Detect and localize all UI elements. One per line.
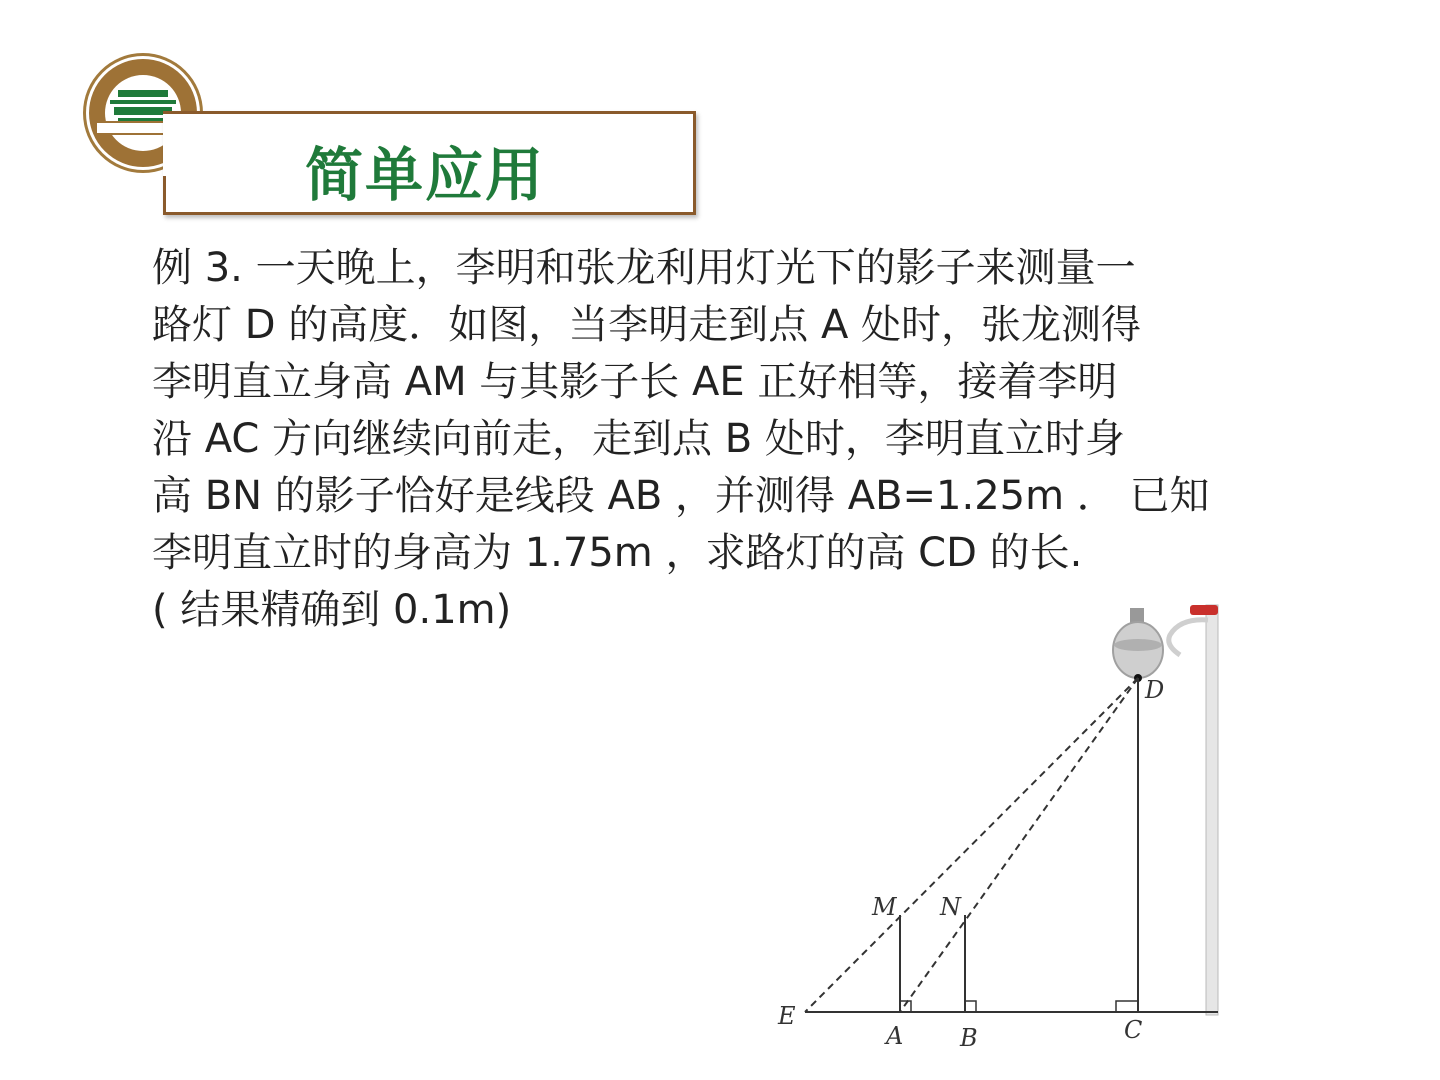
- label-c: C: [1124, 1016, 1143, 1044]
- problem-line: ( 结果精确到 0.1m): [152, 587, 512, 633]
- right-angle-c: [1116, 1001, 1138, 1012]
- title-banner-edge: [163, 176, 166, 212]
- label-n: N: [940, 893, 961, 921]
- title-banner: [163, 111, 696, 215]
- streetlight-figure: [760, 590, 1240, 1060]
- problem-line: 沿 AC 方向继续向前走，走到点 B 处时，李明直立时身: [152, 416, 1125, 462]
- problem-line: 李明直立身高 AM 与其影子长 AE 正好相等，接着李明: [152, 359, 1118, 405]
- slide-title: 简单应用: [305, 141, 546, 209]
- label-b: B: [960, 1024, 978, 1052]
- label-d: D: [1145, 676, 1165, 704]
- label-m: M: [872, 893, 897, 921]
- problem-line: 李明直立时的身高为 1.75m ，求路灯的高 CD 的长.: [152, 530, 1083, 576]
- ray-da: [900, 678, 1138, 1012]
- lamp-sign: [1190, 605, 1218, 615]
- label-e: E: [778, 1002, 796, 1030]
- problem-line: 路灯 D 的高度．如图，当李明走到点 A 处时，张龙测得: [152, 302, 1142, 348]
- label-a: A: [886, 1022, 904, 1050]
- lamp-pole: [1206, 605, 1218, 1015]
- problem-statement: [152, 240, 1332, 639]
- lamp-arm: [1169, 620, 1208, 655]
- ray-de: [805, 678, 1138, 1012]
- problem-line: 例 3. 一天晚上，李明和张龙利用灯光下的影子来测量一: [152, 245, 1136, 291]
- problem-line: 高 BN 的影子恰好是线段 AB ，并测得 AB=1.25m ． 已知: [152, 473, 1210, 519]
- lamp-head-band: [1114, 639, 1162, 651]
- right-angle-b: [965, 1001, 976, 1012]
